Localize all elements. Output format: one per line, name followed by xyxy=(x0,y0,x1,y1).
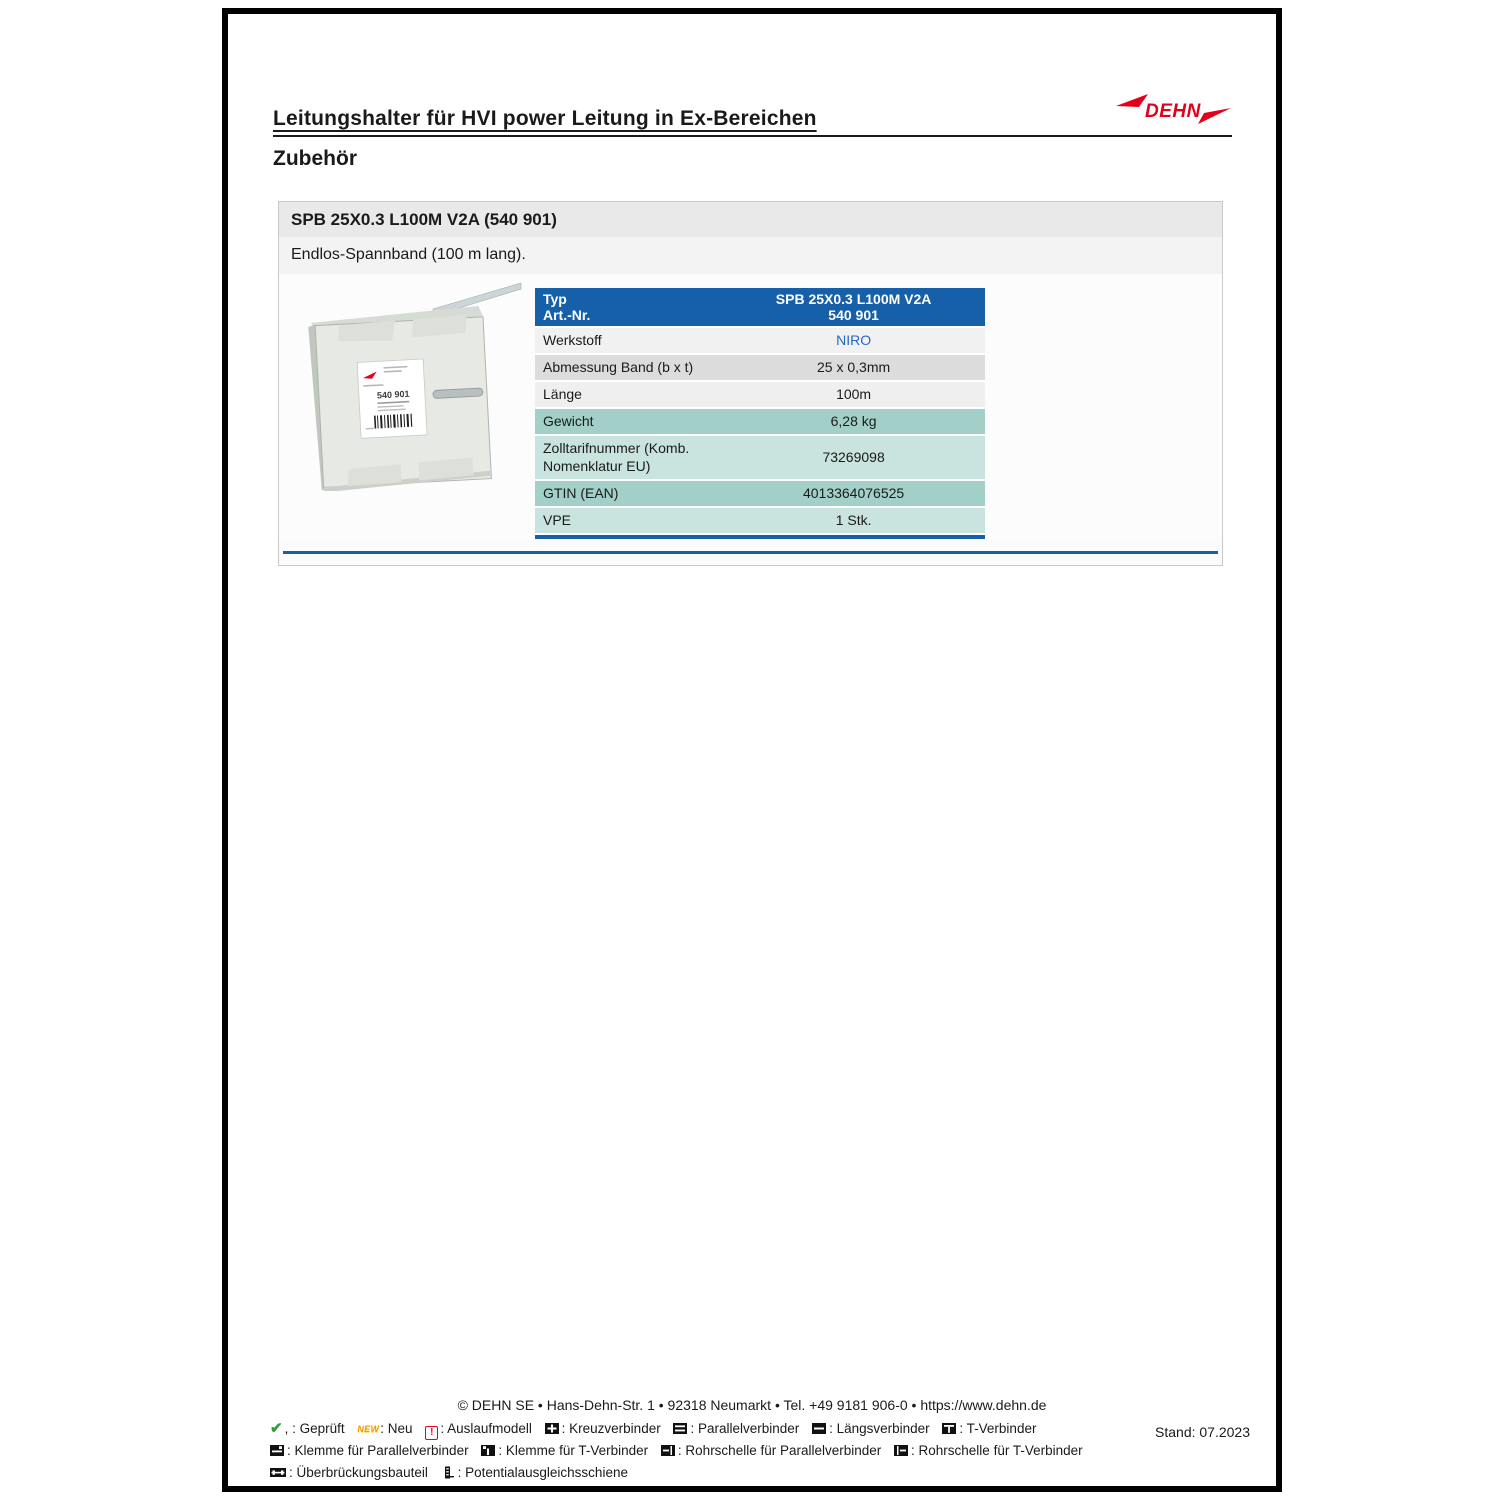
product-label xyxy=(357,359,427,438)
table-row xyxy=(535,327,985,354)
row-value: 4013364076525 xyxy=(722,480,985,507)
header xyxy=(273,92,1232,171)
table-header-row xyxy=(535,288,985,327)
product-card xyxy=(278,201,1223,566)
legend-label: , : Geprüft xyxy=(284,1421,345,1436)
legend-item xyxy=(894,1443,1083,1458)
dehn-logo-icon xyxy=(1114,92,1232,126)
legend-label: : Kreuzverbinder xyxy=(561,1421,661,1436)
new-icon: NEW xyxy=(357,1424,380,1434)
svg-text:DEHN: DEHN xyxy=(1145,101,1201,122)
legend-item xyxy=(441,1465,628,1480)
table-row xyxy=(535,408,985,435)
row-label: VPE xyxy=(535,507,722,534)
legend-label: : Längsverbinder xyxy=(829,1421,930,1436)
legend-label: : Parallelverbinder xyxy=(690,1421,800,1436)
legend-line-2 xyxy=(270,1440,1256,1462)
row-label: Abmessung Band (b x t) xyxy=(535,354,722,381)
footer xyxy=(228,1397,1276,1484)
col-value-typ: SPB 25X0.3 L100M V2A xyxy=(775,291,932,307)
legend-item xyxy=(942,1421,1036,1436)
dehn-logo xyxy=(1114,92,1232,131)
legend-item xyxy=(425,1421,532,1436)
label-article-number: 540 901 xyxy=(376,388,410,401)
legend-label: : T-Verbinder xyxy=(959,1421,1037,1436)
legend-item xyxy=(270,1421,345,1436)
table-row xyxy=(535,354,985,381)
potentialausgleichsschiene-icon xyxy=(441,1466,455,1479)
col-label-typ: Typ xyxy=(543,291,567,307)
legend-label: : Klemme für T-Verbinder xyxy=(498,1443,649,1458)
table-row xyxy=(535,381,985,408)
klemme-t-verbinder-icon xyxy=(481,1444,495,1457)
row-value: 1 Stk. xyxy=(722,507,985,534)
row-label: Länge xyxy=(535,381,722,408)
legend-line-1 xyxy=(270,1418,1256,1440)
spec-table-wrapper xyxy=(535,288,985,539)
copyright-line: © DEHN SE • Hans-Dehn-Str. 1 • 92318 Neumarkt • Tel. +49 9181 906-0 • https://www.dehn.de xyxy=(457,1397,1047,1413)
header-row xyxy=(273,92,1232,137)
klemme-parallelverbinder-icon xyxy=(270,1444,284,1457)
legend-item xyxy=(357,1421,412,1436)
page-subtitle: Zubehör xyxy=(273,147,357,170)
col-label-artnr: Art.-Nr. xyxy=(543,307,591,323)
rohrschelle-t-verbinder-icon xyxy=(894,1444,908,1457)
datasheet-page xyxy=(222,8,1282,1492)
legend-label: : Klemme für Parallelverbinder xyxy=(287,1443,469,1458)
legend-line-3 xyxy=(270,1462,1256,1484)
col-value-artnr: 540 901 xyxy=(828,307,879,323)
card-bottom-rule xyxy=(283,551,1218,554)
row-label: Gewicht xyxy=(535,408,722,435)
legend-item xyxy=(812,1421,930,1436)
legend-item xyxy=(270,1443,469,1458)
product-photo-band-box xyxy=(285,276,525,491)
row-value: 73269098 xyxy=(722,435,985,481)
page-title: Leitungshalter für HVI power Leitung in Ex-Bereichen xyxy=(273,107,817,130)
legend-item xyxy=(481,1443,648,1458)
legend-item xyxy=(545,1421,661,1436)
row-value: 6,28 kg xyxy=(722,408,985,435)
kreuzverbinder-icon xyxy=(545,1422,559,1435)
laengsverbinder-icon xyxy=(812,1422,826,1435)
werkstoff-link[interactable]: NIRO xyxy=(722,327,985,354)
legend-label: : Überbrückungsbauteil xyxy=(289,1465,428,1480)
product-description: Endlos-Spannband (100 m lang). xyxy=(279,237,1222,274)
row-value: 100m xyxy=(722,381,985,408)
table-header-value-cell xyxy=(722,288,985,327)
legend-item xyxy=(270,1465,428,1480)
legend-label: : Neu xyxy=(380,1421,413,1436)
table-row xyxy=(535,507,985,534)
table-row xyxy=(535,435,985,481)
stand-date: Stand: 07.2023 xyxy=(1155,1424,1250,1440)
row-value: 25 x 0,3mm xyxy=(722,354,985,381)
product-body xyxy=(279,274,1222,539)
t-verbinder-icon xyxy=(942,1422,956,1435)
legend-label: : Rohrschelle für T-Verbinder xyxy=(911,1443,1083,1458)
legend-label: : Potentialausgleichsschiene xyxy=(457,1465,628,1480)
check-icon: ✔ xyxy=(270,1420,283,1437)
symbol-legend xyxy=(228,1418,1276,1484)
table-header-label-cell xyxy=(535,288,722,327)
rohrschelle-parallelverbinder-icon xyxy=(661,1444,675,1457)
ueberbrueckungsbauteil-icon xyxy=(270,1466,286,1479)
row-label: GTIN (EAN) xyxy=(535,480,722,507)
parallelverbinder-icon xyxy=(673,1422,687,1435)
table-row xyxy=(535,480,985,507)
row-label: Zolltarifnummer (Komb. Nomenklatur EU) xyxy=(535,435,722,481)
legend-label: : Auslaufmodell xyxy=(440,1421,532,1436)
row-label: Werkstoff xyxy=(535,327,722,354)
legend-item xyxy=(661,1443,881,1458)
legend-label: : Rohrschelle für Parallelverbinder xyxy=(677,1443,882,1458)
discontinued-icon: ! xyxy=(425,1426,438,1440)
product-title: SPB 25X0.3 L100M V2A (540 901) xyxy=(279,202,1222,237)
product-image xyxy=(285,276,535,496)
spec-table xyxy=(535,288,985,535)
legend-item xyxy=(673,1421,799,1436)
